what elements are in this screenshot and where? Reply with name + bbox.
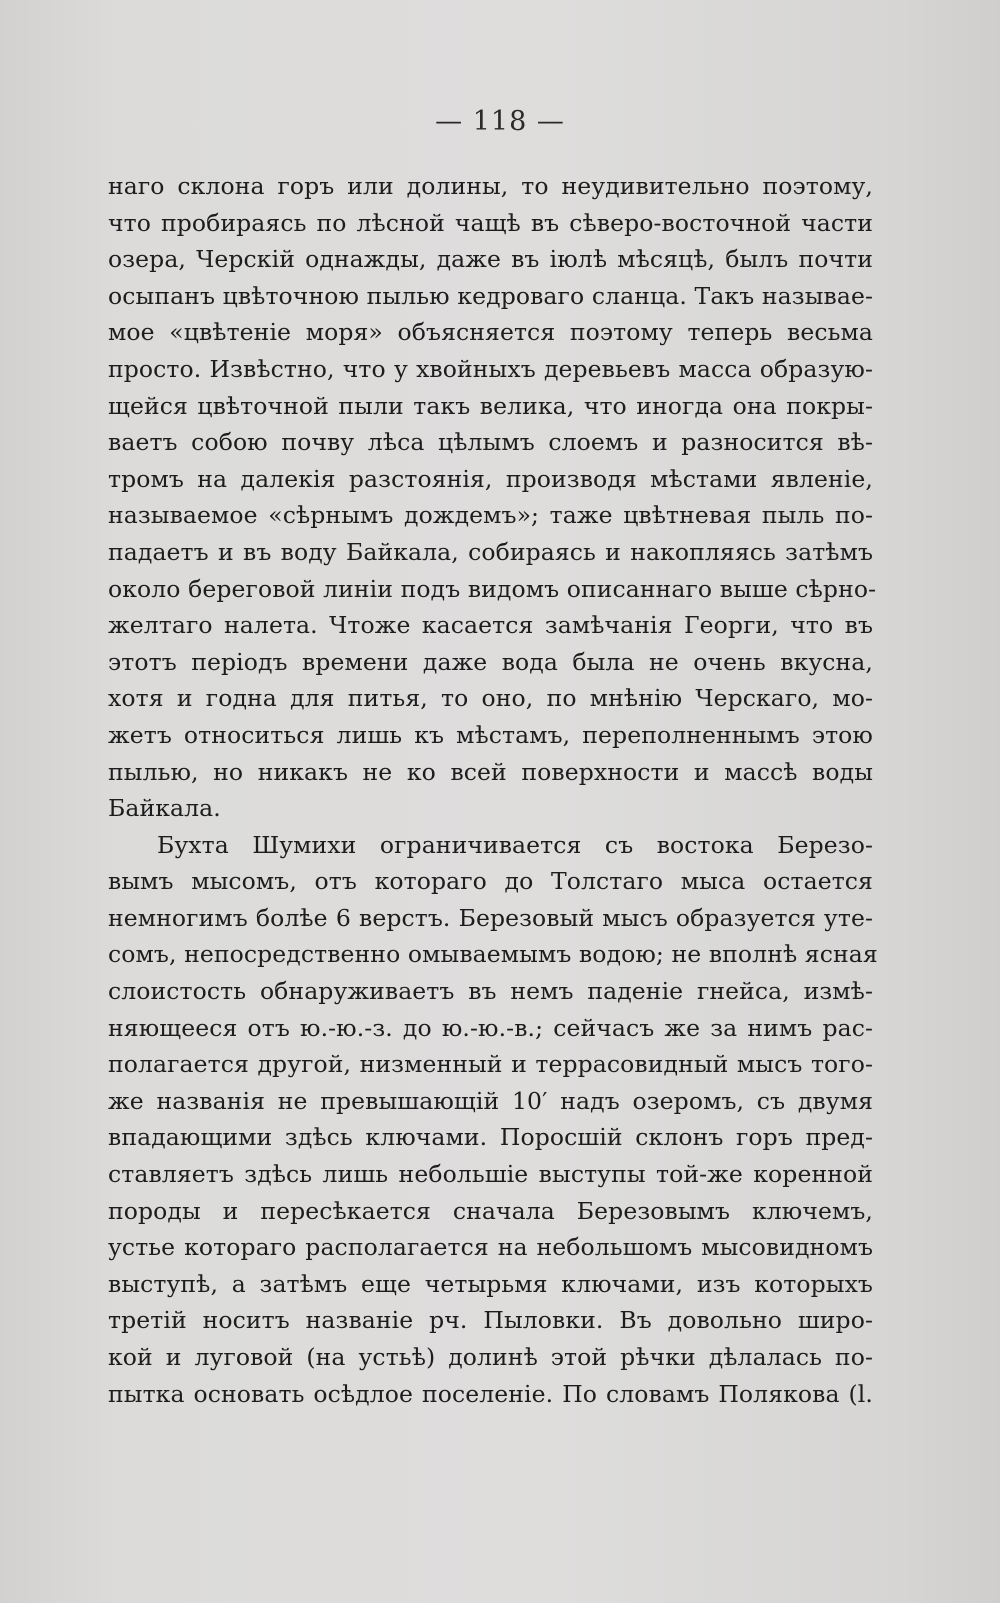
text-line: выступѣ, а затѣмъ еще четырьмя ключами, изъ которыхъ — [108, 1269, 873, 1298]
text-line: озера, Черскій однажды, даже въ іюлѣ мѣсяцѣ, былъ почти — [108, 245, 873, 274]
text-line-paragraph-end: Байкала. — [108, 794, 221, 823]
text-line: осыпанъ цвѣточною пылью кедроваго сланца. Такъ называе- — [108, 281, 873, 310]
text-line: пытка основать осѣдлое поселеніе. По словамъ Полякова (l. — [108, 1379, 873, 1408]
text-line: хотя и годна для питья, то оно, по мнѣнію Черскаго, мо- — [108, 684, 873, 713]
text-line-paragraph-start: Бухта Шумихи ограничивается съ востока Березо- — [157, 830, 873, 859]
text-line: пылью, но никакъ не ко всей поверхности и массѣ воды — [108, 757, 873, 786]
text-line: слоистость обнаруживаетъ въ немъ паденіе гнейса, измѣ- — [108, 977, 873, 1006]
text-line: желтаго налета. Чтоже касается замѣчанія Георги, что въ — [108, 611, 873, 640]
text-line: полагается другой, низменный и террасовидный мысъ тогo- — [108, 1050, 873, 1079]
text-line: просто. Извѣстно, что у хвойныхъ деревьевъ масса образую- — [108, 354, 873, 383]
text-line: наго склона горъ или долины, то неудивительно поэтому, — [108, 172, 873, 200]
text-line: мое «цвѣтеніе моря» объясняется поэтому теперь весьма — [108, 318, 873, 347]
text-line: около береговой линіи подъ видомъ описаннаго выше сѣрно- — [108, 574, 877, 603]
text-line: тромъ на далекія разстоянія, производя мѣстами явленіе, — [108, 464, 873, 493]
text-line: этотъ періодъ времени даже вода была не очень вкусна, — [108, 647, 873, 676]
text-line: кой и луговой (на устьѣ) долинѣ этой рѣчки дѣлалась по- — [108, 1343, 873, 1371]
text-line: ставляетъ здѣсь лишь небольшіе выступы той-же коренной — [108, 1160, 873, 1189]
text-line: третій носитъ названіе рч. Пыловки. Въ довольно широ- — [108, 1306, 873, 1335]
text-line: устье котораго располагается на небольшомъ мысовидномъ — [108, 1233, 873, 1262]
text-line: немногимъ болѣе 6 верстъ. Березовый мысъ образуется утe- — [108, 903, 873, 932]
text-line: сомъ, непосредственно омываемымъ водою; не вполнѣ ясная — [108, 940, 878, 969]
text-line: щейся цвѣточной пыли такъ велика, что иногда она покры- — [108, 391, 873, 420]
text-line: породы и пересѣкается сначала Березовымъ ключемъ, — [108, 1196, 873, 1225]
text-line: впадающими здѣсь ключами. Поросшій склонъ горъ пред- — [108, 1123, 873, 1152]
text-line: же названія не превышающій 10′ надъ озеромъ, съ двумя — [108, 1086, 873, 1115]
text-line: ваетъ собою почву лѣса цѣлымъ слоемъ и разносится вѣ- — [108, 428, 873, 457]
text-line: называемое «сѣрнымъ дождемъ»; таже цвѣтневая пыль по- — [108, 501, 873, 530]
text-line: жетъ относиться лишь къ мѣстамъ, переполненнымъ этою — [108, 720, 873, 749]
page-number: — 118 — — [435, 106, 565, 137]
text-line: вымъ мысомъ, отъ котораго до Толстаго мыса остается — [108, 867, 873, 896]
text-line: падаетъ и въ воду Байкала, собираясь и накопляясь затѣмъ — [108, 537, 873, 566]
text-line: няющееся отъ ю.-ю.-з. до ю.-ю.-в.; сейчасъ же за нимъ рас- — [108, 1013, 873, 1042]
text-line: что пробираясь по лѣсной чащѣ въ сѣверо-восточной части — [108, 208, 873, 237]
body-text — [108, 168, 878, 1412]
